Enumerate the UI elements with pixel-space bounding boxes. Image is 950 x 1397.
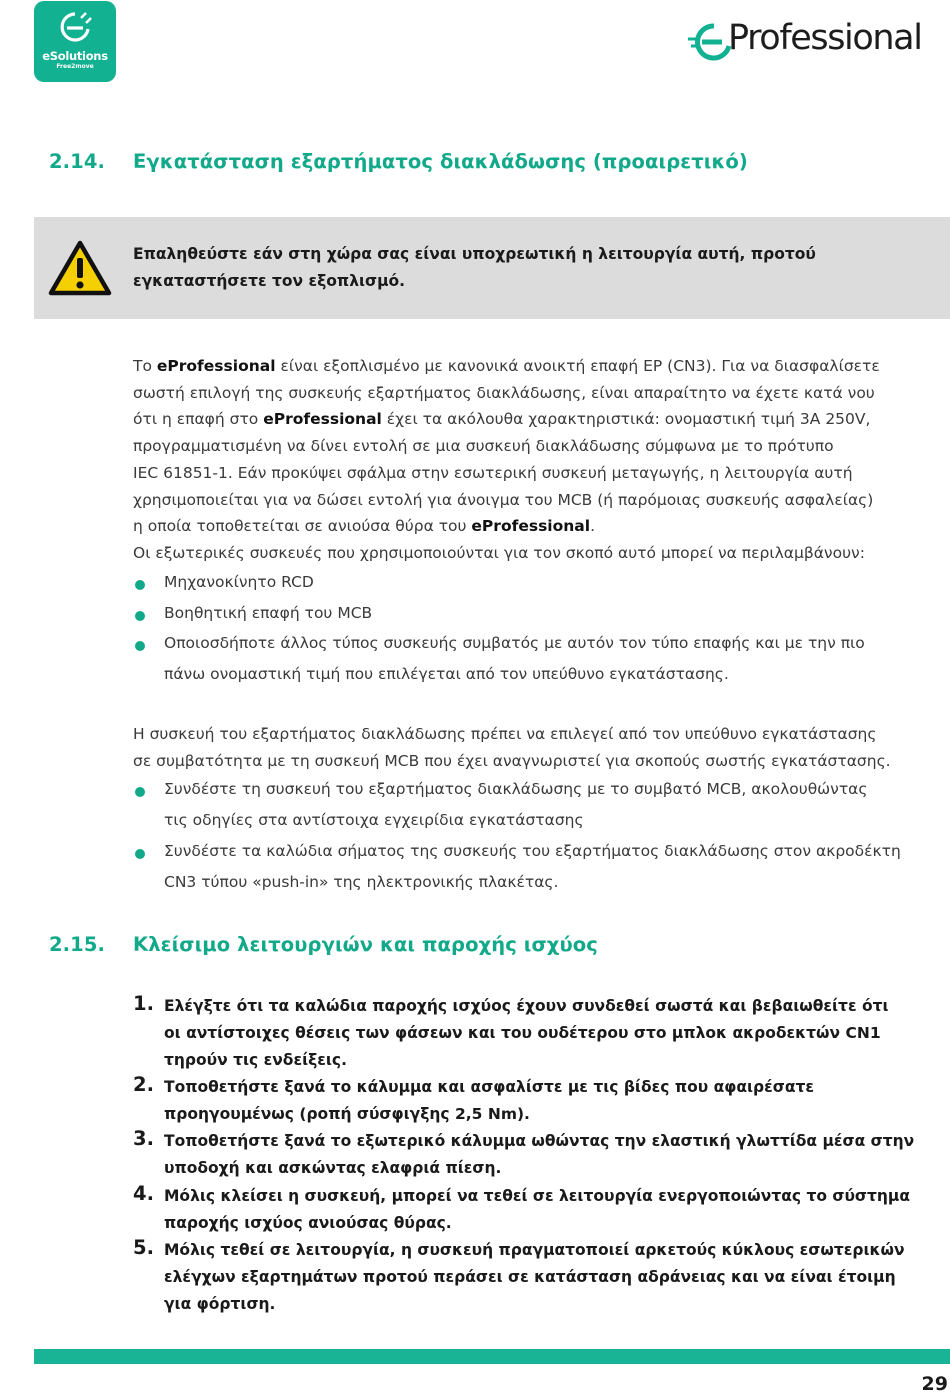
- esolutions-logo: [34, 1, 116, 82]
- warning-line-1: Επαληθεύστε εάν στη χώρα σας είναι υποχρεωτική η λειτουργία αυτή, προτού: [133, 245, 816, 263]
- section-215-title: Κλείσιμο λειτουργιών και παροχής ισχύος: [133, 933, 598, 956]
- step-1-text: [164, 993, 889, 1074]
- step-line: Μόλις κλείσει η συσκευή, μπορεί να τεθεί σε λειτουργία ενεργοποιώντας το σύστημα: [164, 1187, 910, 1205]
- bullet2-item-1-line-2: τις οδηγίες στα αντίστοιχα εγχειρίδια εγκατάστασης: [164, 811, 584, 829]
- logo-right-name: Professional: [728, 18, 922, 58]
- plug-icon: [58, 10, 92, 46]
- para1-line-8: Οι εξωτερικές συσκευές που χρησιμοποιούνται για τον σκοπό αυτό μπορεί να περιλαμβάνουν:: [133, 543, 865, 562]
- logo-left-name: eSolutions: [42, 49, 108, 63]
- step-line: ελέγχων εξαρτημάτων προτού περάσει σε κατάσταση αδράνειας και να είναι έτοιμη: [164, 1268, 896, 1286]
- page-number: 29: [921, 1373, 948, 1395]
- footer-bar: [34, 1349, 950, 1364]
- warning-text: [133, 241, 923, 295]
- step-line: για φόρτιση.: [164, 1295, 276, 1313]
- section-214-number: 2.14.: [49, 150, 106, 173]
- bullet-item-3-line-2: πάνω ονομαστική τιμή που επιλέγεται από τον υπεύθυνο εγκατάστασης.: [164, 665, 729, 683]
- step-line: Τοποθετήστε ξανά το εξωτερικό κάλυμμα ωθώντας την ελαστική γλωττίδα μέσα στην: [164, 1132, 915, 1150]
- step-line: Μόλις τεθεί σε λειτουργία, η συσκευή πραγματοποιεί αρκετούς κύκλους εσωτερικών: [164, 1241, 905, 1259]
- eprofessional-e-icon: [688, 22, 732, 62]
- warning-triangle-icon: [48, 240, 112, 297]
- para1-line-4: προγραμματισμένη να δίνει εντολή σε μια συσκευή διακλάδωσης σύμφωνα με το πρότυπο: [133, 437, 834, 456]
- step-number: 5.: [133, 1236, 154, 1259]
- text: .: [590, 517, 596, 536]
- bullet-dot: [135, 641, 145, 651]
- bullet2-item-1-line-1: Συνδέστε τη συσκευή του εξαρτήματος διακλάδωσης με το συμβατό MCB, ακολουθώντας: [164, 780, 868, 798]
- paragraph-1: [133, 353, 880, 567]
- logo-left-sub: Free2move: [56, 63, 94, 70]
- step-number: 3.: [133, 1127, 154, 1150]
- para1-line-5: IEC 61851-1. Εάν προκύψει σφάλμα στην εσωτερική συσκευή μεταγωγής, η λειτουργία αυτή: [133, 463, 853, 482]
- step-number: 1.: [133, 992, 154, 1015]
- para1-line-6: χρησιμοποιείται για να δώσει εντολή για άνοιγμα του MCB (ή παρόμοιας συσκευής ασφαλείας): [133, 490, 874, 509]
- step-line: Τοποθετήστε ξανά το κάλυμμα και ασφαλίστε με τις βίδες που αφαιρέσατε: [164, 1078, 815, 1096]
- step-line: προηγουμένως (ροπή σύσφιγξης 2,5 Nm).: [164, 1105, 530, 1123]
- para1-line-1: [133, 353, 880, 380]
- text: ότι η επαφή στο: [133, 410, 264, 429]
- section-215-number: 2.15.: [49, 933, 106, 956]
- step-line: οι αντίστοιχες θέσεις των φάσεων και του ουδέτερου στο μπλοκ ακροδεκτών CN1: [164, 1024, 881, 1042]
- step-4-text: [164, 1183, 910, 1237]
- bullet-dot: [135, 611, 145, 621]
- bullet-dot: [135, 849, 145, 859]
- brand-name: eProfessional: [263, 410, 382, 429]
- text: Το: [133, 357, 157, 375]
- text: η οποία τοποθετείται σε ανιούσα θύρα του: [133, 517, 472, 536]
- step-line: τηρούν τις ενδείξεις.: [164, 1051, 348, 1069]
- bullet-item-2: Βοηθητική επαφή του MCB: [164, 604, 373, 622]
- bullet2-item-2-line-2: CN3 τύπου «push-in» της ηλεκτρονικής πλακέτας.: [164, 873, 559, 891]
- step-line: παροχής ισχύος ανιούσας θύρας.: [164, 1214, 452, 1232]
- para1-line-2: σωστή επιλογή της συσκευής εξαρτήματος διακλάδωσης, είναι απαραίτητο να έχετε κατά νου: [133, 383, 875, 402]
- para1-line-3: [133, 406, 880, 433]
- bullet2-item-2-line-1: Συνδέστε τα καλώδια σήματος της συσκευής του εξαρτήματος διακλάδωσης στον ακροδέκτη: [164, 842, 901, 860]
- step-line: Ελέγξτε ότι τα καλώδια παροχής ισχύος έχουν συνδεθεί σωστά και βεβαιωθείτε ότι: [164, 997, 889, 1015]
- bullet-item-1: Μηχανοκίνητο RCD: [164, 573, 314, 591]
- bullet-item-3-line-1: Οποιοσδήποτε άλλος τύπος συσκευής συμβατός με αυτόν τον τύπο επαφής και με την πιο: [164, 634, 865, 652]
- text: είναι εξοπλισμένο με κανονικά ανοικτή επαφή EP (CN3). Για να διασφαλίσετε: [275, 357, 880, 375]
- bullet-dot: [135, 580, 145, 590]
- step-3-text: [164, 1128, 914, 1182]
- step-line: υποδοχή και ασκώντας ελαφριά πίεση.: [164, 1159, 502, 1177]
- bullet-dot: [135, 787, 145, 797]
- paragraph-2: [133, 721, 891, 774]
- para2-line-2: σε συμβατότητα με τη συσκευή MCB που έχει αναγνωριστεί για σκοπούς σωστής εγκατάστασης.: [133, 751, 891, 770]
- step-number: 4.: [133, 1182, 154, 1205]
- brand-name: eProfessional: [156, 357, 276, 375]
- brand-name: eProfessional: [471, 517, 591, 536]
- para2-line-1: Η συσκευή του εξαρτήματος διακλάδωσης πρέπει να επιλεγεί από τον υπεύθυνο εγκατάστασης: [133, 725, 877, 743]
- warning-box: [34, 217, 950, 319]
- section-214-title: Εγκατάσταση εξαρτήματος διακλάδωσης (προαιρετικό): [133, 150, 748, 173]
- eprofessional-logo: [688, 18, 950, 64]
- warning-line-2: εγκαταστήσετε τον εξοπλισμό.: [133, 272, 406, 290]
- step-5-text: [164, 1237, 905, 1318]
- step-number: 2.: [133, 1073, 154, 1096]
- para1-line-7: [133, 513, 880, 540]
- text: έχει τα ακόλουθα χαρακτηριστικά: ονομαστική τιμή 3A 250V,: [381, 410, 871, 429]
- step-2-text: [164, 1074, 814, 1128]
